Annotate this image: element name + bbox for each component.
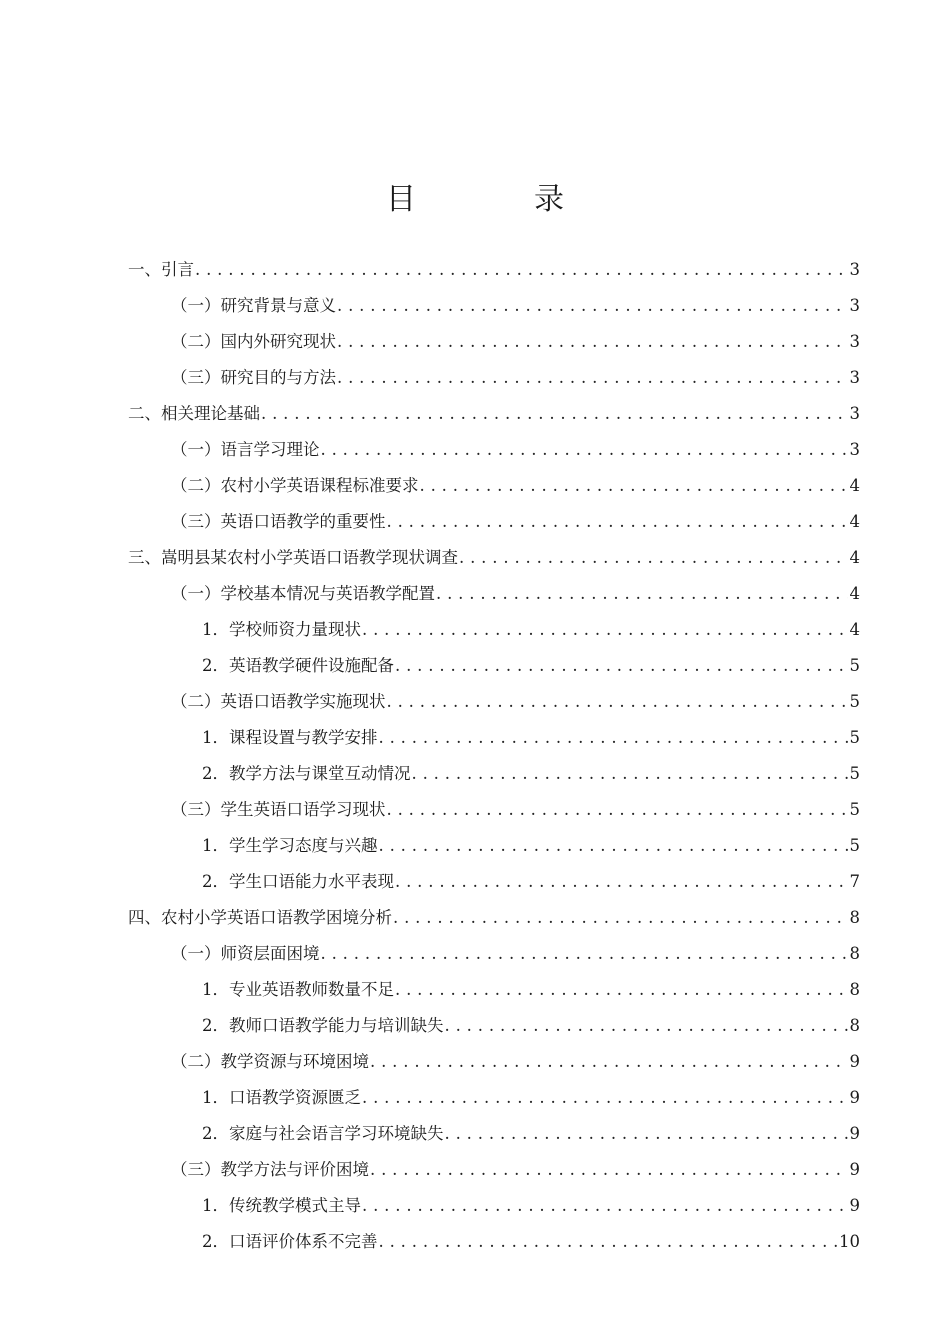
toc-entry-label: （二）农村小学英语课程标准要求 xyxy=(171,476,419,495)
toc-leader-dots xyxy=(337,360,848,396)
toc-leader-dots xyxy=(337,288,848,324)
toc-leader-dots xyxy=(379,828,848,864)
toc-entry-page-number: 4 xyxy=(849,584,860,603)
toc-entry[interactable] xyxy=(202,720,860,756)
toc-entry[interactable] xyxy=(202,1008,860,1044)
toc-entry[interactable] xyxy=(128,540,860,576)
toc-leader-dots xyxy=(387,792,848,828)
toc-leader-dots xyxy=(445,1008,848,1044)
toc-entry[interactable] xyxy=(171,504,860,540)
toc-leader-dots xyxy=(420,468,848,504)
toc-entry[interactable] xyxy=(171,1152,860,1188)
toc-leader-dots xyxy=(445,1116,848,1152)
toc-leader-dots xyxy=(370,1044,848,1080)
toc-entry-page-number: 3 xyxy=(849,260,860,279)
toc-entry-label: 一、引言 xyxy=(128,260,194,279)
toc-entry-label: （三）学生英语口语学习现状 xyxy=(171,800,386,819)
toc-entry[interactable] xyxy=(202,972,860,1008)
toc-entry-page-number: 8 xyxy=(849,944,860,963)
toc-entry[interactable] xyxy=(171,360,860,396)
toc-entry[interactable] xyxy=(171,684,860,720)
toc-entry-label: 2．学生口语能力水平表现 xyxy=(202,872,394,891)
toc-entry-label: （一）语言学习理论 xyxy=(171,440,320,459)
toc-entry-page-number: 5 xyxy=(849,656,860,675)
toc-entry[interactable] xyxy=(202,864,860,900)
toc-leader-dots xyxy=(362,1188,848,1224)
toc-entry-page-number: 4 xyxy=(849,620,860,639)
toc-entry-label: （二）教学资源与环境困境 xyxy=(171,1052,369,1071)
toc-entry-label: 1．课程设置与教学安排 xyxy=(202,728,378,747)
toc-entry-page-number: 3 xyxy=(849,296,860,315)
toc-leader-dots xyxy=(395,972,848,1008)
toc-entry-label: （三）研究目的与方法 xyxy=(171,368,336,387)
toc-entry-page-number: 9 xyxy=(849,1160,860,1179)
toc-leader-dots xyxy=(362,1080,848,1116)
page-title: 目 录 xyxy=(386,182,608,218)
toc-entry-page-number: 4 xyxy=(849,512,860,531)
toc-leader-dots xyxy=(387,684,848,720)
toc-entry[interactable] xyxy=(171,576,860,612)
toc-entry-label: （二）国内外研究现状 xyxy=(171,332,336,351)
toc-leader-dots xyxy=(395,864,848,900)
toc-entry[interactable] xyxy=(202,1224,860,1260)
toc-entry-page-number: 3 xyxy=(849,332,860,351)
toc-entry-label: 2．教师口语教学能力与培训缺失 xyxy=(202,1016,444,1035)
toc-leader-dots xyxy=(337,324,848,360)
toc-entry-page-number: 9 xyxy=(849,1088,860,1107)
toc-entry-page-number: 5 xyxy=(849,764,860,783)
toc-entry-page-number: 8 xyxy=(849,1016,860,1035)
toc-entry[interactable] xyxy=(202,1116,860,1152)
toc-entry[interactable] xyxy=(171,1044,860,1080)
toc-entry[interactable] xyxy=(202,612,860,648)
toc-entry-label: 2．英语教学硬件设施配备 xyxy=(202,656,394,675)
toc-entry[interactable] xyxy=(171,792,860,828)
toc-entry[interactable] xyxy=(202,648,860,684)
toc-entry-page-number: 8 xyxy=(849,980,860,999)
toc-entry-label: 1．传统教学模式主导 xyxy=(202,1196,361,1215)
toc-entry-label: 三、嵩明县某农村小学英语口语教学现状调查 xyxy=(128,548,458,567)
toc-entry-page-number: 3 xyxy=(849,404,860,423)
toc-leader-dots xyxy=(379,1224,838,1260)
toc-leader-dots xyxy=(387,504,848,540)
toc-entry-label: 二、相关理论基础 xyxy=(128,404,260,423)
toc-entry-page-number: 10 xyxy=(839,1232,860,1251)
toc-leader-dots xyxy=(459,540,848,576)
toc-leader-dots xyxy=(379,720,848,756)
toc-entry-page-number: 5 xyxy=(849,728,860,747)
toc-entry-page-number: 3 xyxy=(849,368,860,387)
toc-entry-page-number: 4 xyxy=(849,548,860,567)
toc-leader-dots xyxy=(370,1152,848,1188)
toc-entry-page-number: 5 xyxy=(849,836,860,855)
toc-entry-page-number: 7 xyxy=(849,872,860,891)
toc-entry-label: （二）英语口语教学实施现状 xyxy=(171,692,386,711)
toc-entry-label: 2．教学方法与课堂互动情况 xyxy=(202,764,411,783)
toc-leader-dots xyxy=(362,612,848,648)
toc-entry[interactable] xyxy=(171,288,860,324)
toc-entry[interactable] xyxy=(171,432,860,468)
toc-entry-label: （一）研究背景与意义 xyxy=(171,296,336,315)
toc-entry[interactable] xyxy=(171,324,860,360)
toc-leader-dots xyxy=(195,252,848,288)
toc-leader-dots xyxy=(436,576,848,612)
toc-entry-label: 2．口语评价体系不完善 xyxy=(202,1232,378,1251)
toc-entry-label: （一）学校基本情况与英语教学配置 xyxy=(171,584,435,603)
toc-entry-page-number: 9 xyxy=(849,1196,860,1215)
toc-entry-label: 四、农村小学英语口语教学困境分析 xyxy=(128,908,392,927)
toc-entry-label: （一）师资层面困境 xyxy=(171,944,320,963)
toc-entry[interactable] xyxy=(202,756,860,792)
toc-entry[interactable] xyxy=(202,1080,860,1116)
toc-entry-page-number: 9 xyxy=(849,1052,860,1071)
toc-entry-label: 1．学校师资力量现状 xyxy=(202,620,361,639)
toc-entry-label: 2．家庭与社会语言学习环境缺失 xyxy=(202,1124,444,1143)
toc-entry-page-number: 5 xyxy=(849,692,860,711)
toc-entry-label: 1．专业英语教师数量不足 xyxy=(202,980,394,999)
toc-entry[interactable] xyxy=(128,396,860,432)
toc-leader-dots xyxy=(321,432,848,468)
toc-entry-label: 1．口语教学资源匮乏 xyxy=(202,1088,361,1107)
toc-leader-dots xyxy=(395,648,848,684)
toc-entry-label: 1．学生学习态度与兴趣 xyxy=(202,836,378,855)
toc-entry-page-number: 4 xyxy=(849,476,860,495)
toc-entry-page-number: 9 xyxy=(849,1124,860,1143)
toc-entry-label: （三）英语口语教学的重要性 xyxy=(171,512,386,531)
toc-entry[interactable] xyxy=(128,252,860,288)
toc-entry[interactable] xyxy=(202,1188,860,1224)
toc-entry-page-number: 8 xyxy=(849,908,860,927)
toc-leader-dots xyxy=(412,756,848,792)
toc-entry[interactable] xyxy=(202,828,860,864)
toc-entry-page-number: 5 xyxy=(849,800,860,819)
toc-entry[interactable] xyxy=(171,936,860,972)
toc-leader-dots xyxy=(393,900,848,936)
toc-entry-label: （三）教学方法与评价困境 xyxy=(171,1160,369,1179)
toc-leader-dots xyxy=(261,396,848,432)
toc-entry-page-number: 3 xyxy=(849,440,860,459)
toc-entry[interactable] xyxy=(128,900,860,936)
toc-entry[interactable] xyxy=(171,468,860,504)
toc-leader-dots xyxy=(321,936,848,972)
